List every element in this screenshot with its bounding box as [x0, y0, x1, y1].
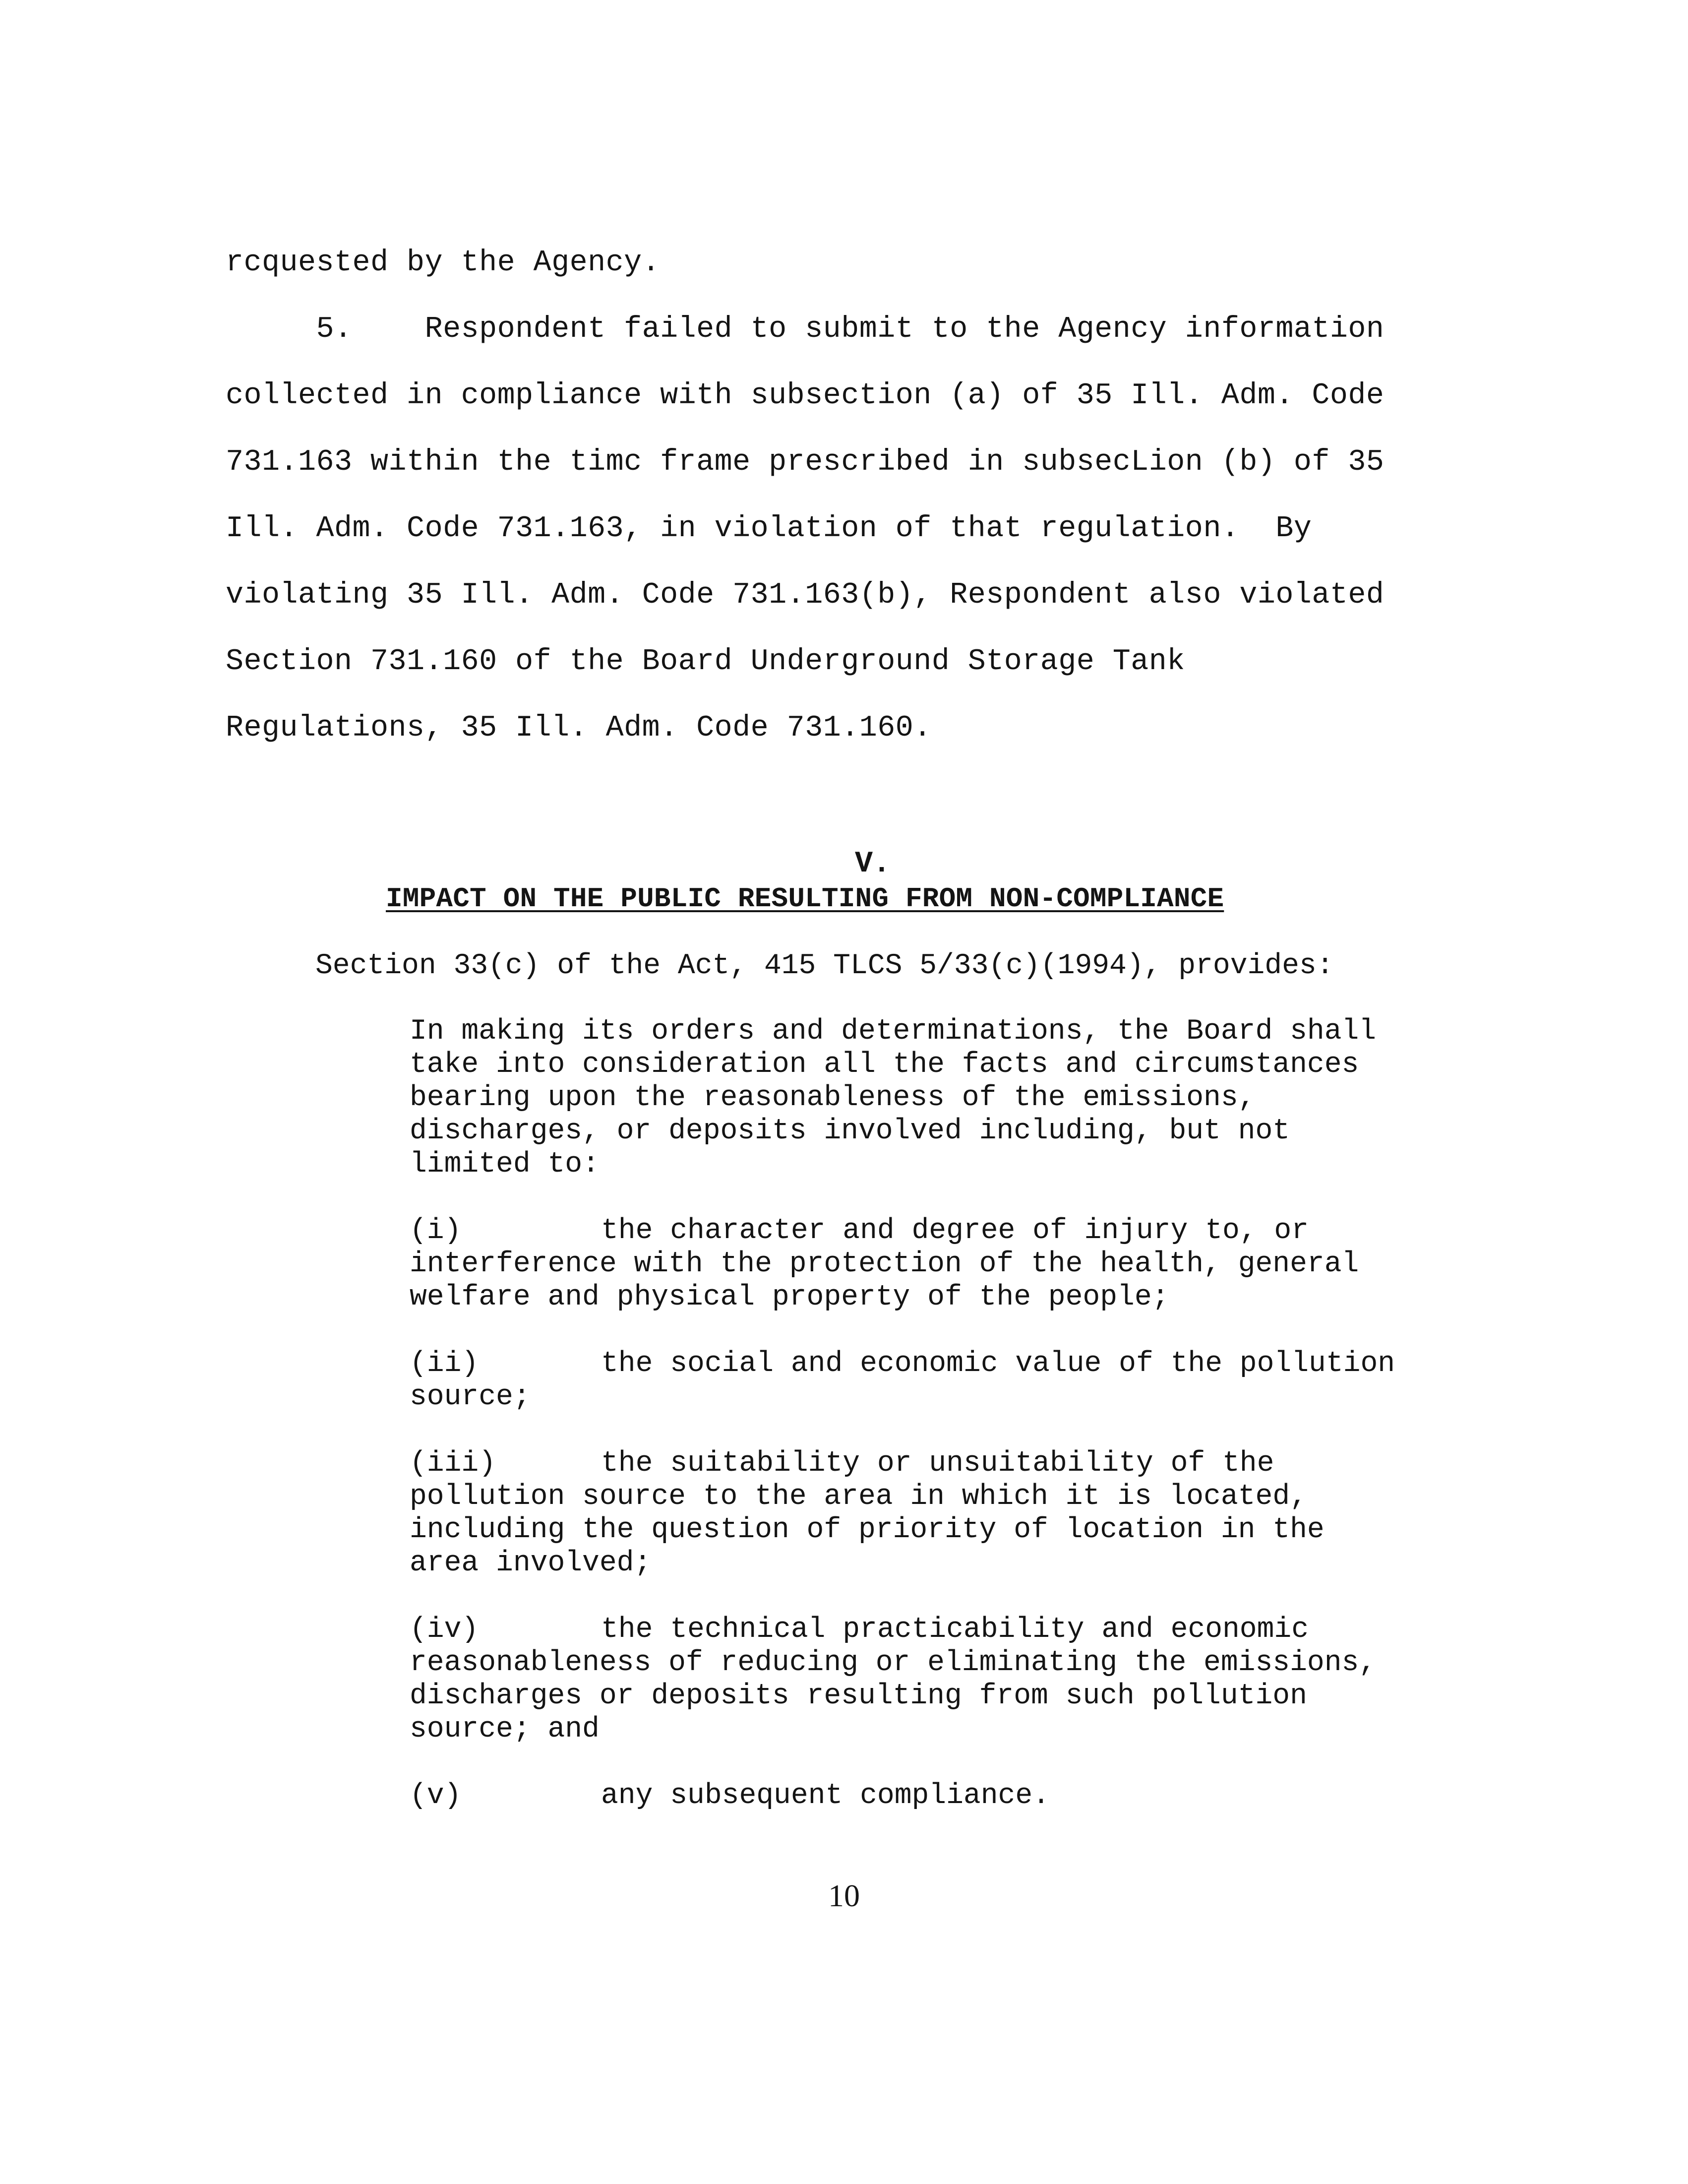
- clause-label: (v): [410, 1780, 462, 1812]
- clause-line: source;: [410, 1381, 531, 1413]
- clause-line: discharges or deposits resulting from such pollution: [410, 1680, 1307, 1712]
- clause-label: (i): [410, 1215, 462, 1247]
- body-line: Section 731.160 of the Board Underground Storage Tank: [226, 645, 1185, 679]
- body-line: Regulations, 35 Ill. Adm. Code 731.160.: [226, 711, 932, 745]
- clause-first-line: the character and degree of injury to, or: [601, 1215, 1309, 1247]
- quote-line: In making its orders and determinations, the Board shall: [410, 1015, 1377, 1048]
- clause-line: area involved;: [410, 1547, 652, 1579]
- clause-first-line: the technical practicability and economic: [601, 1614, 1309, 1646]
- clause-label: (ii): [410, 1348, 479, 1380]
- section-heading: IMPACT ON THE PUBLIC RESULTING FROM NON-COMPLIANCE: [386, 883, 1224, 915]
- body-line: violating 35 Ill. Adm. Code 731.163(b), Respondent also violated: [226, 578, 1385, 612]
- clause-line: pollution source to the area in which it is located,: [410, 1481, 1307, 1513]
- clause-line: reasonableness of reducing or eliminating the emissions,: [410, 1647, 1377, 1679]
- clause-line: including the question of priority of location in the: [410, 1514, 1325, 1546]
- clause-first-line: the social and economic value of the pollution: [601, 1348, 1395, 1380]
- body-line: collected in compliance with subsection (a) of 35 Ill. Adm. Code: [226, 379, 1385, 413]
- statute-intro: Section 33(c) of the Act, 415 TLCS 5/33(c)(1994), provides:: [315, 950, 1334, 982]
- body-line: rcquested by the Agency.: [226, 246, 661, 280]
- body-line: 731.163 within the timc frame prescribed in subsecLion (b) of 35: [226, 445, 1385, 479]
- clause-first-line: any subsequent compliance.: [601, 1780, 1050, 1812]
- clause-line: interference with the protection of the health, general: [410, 1248, 1359, 1280]
- clause-line: welfare and physical property of the people;: [410, 1281, 1169, 1313]
- quote-line: discharges, or deposits involved including, but not: [410, 1115, 1290, 1147]
- quote-line: bearing upon the reasonableness of the emissions,: [410, 1082, 1256, 1114]
- body-line: 5. Respondent failed to submit to the Agency information: [226, 312, 1385, 346]
- quote-line: take into consideration all the facts and circumstances: [410, 1049, 1359, 1081]
- body-line: Ill. Adm. Code 731.163, in violation of that regulation. By: [226, 512, 1312, 546]
- section-number: V.: [854, 847, 891, 881]
- clause-label: (iv): [410, 1614, 479, 1646]
- page-number: 10: [828, 1878, 860, 1913]
- clause-first-line: the suitability or unsuitability of the: [601, 1447, 1274, 1480]
- quote-line: limited to:: [410, 1148, 600, 1181]
- clause-line: source; and: [410, 1713, 600, 1746]
- clause-label: (iii): [410, 1447, 496, 1480]
